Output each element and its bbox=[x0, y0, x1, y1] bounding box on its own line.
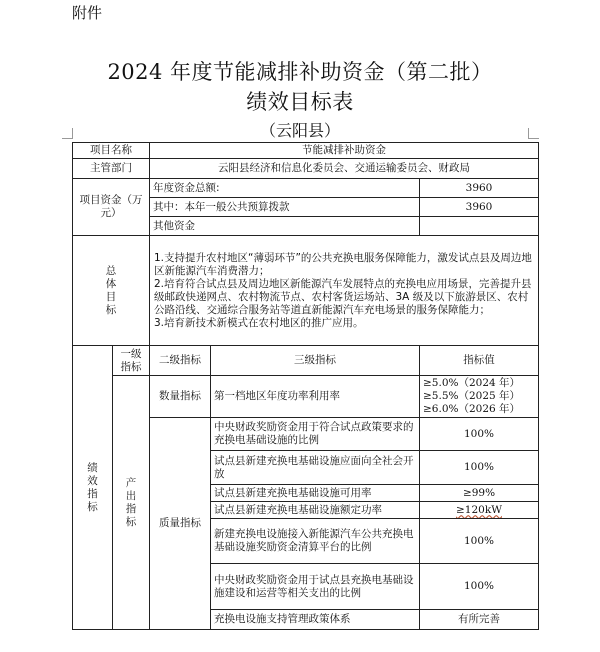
table-row bbox=[73, 159, 539, 179]
indicator-value: 100% bbox=[420, 519, 539, 564]
header-level3: 三级指标 bbox=[211, 346, 420, 376]
header-level2: 二级指标 bbox=[150, 346, 211, 376]
indicator-text: 试点县新建充换电基础设施额定功率 bbox=[211, 502, 420, 519]
indicator-value bbox=[420, 376, 539, 418]
goal-item: 1.支持提升农村地区“薄弱环节”的公共充换电服务保障能力，激发试点县及周边地区新能源汽车消费潜力； bbox=[154, 251, 532, 277]
vertical-char: 体 bbox=[105, 277, 117, 290]
document-title-line2: 绩效目标表 bbox=[246, 90, 354, 114]
vertical-char: 产 bbox=[125, 476, 137, 489]
quality-indicator-label: 质量指标 bbox=[150, 418, 211, 630]
indicator-text: 新建充换电设施接入新能源汽车公共充换电基础设施奖励资金清算平台的比例 bbox=[211, 519, 420, 564]
funds-central-value: 3960 bbox=[420, 198, 539, 217]
attachment-label: 附件 bbox=[72, 4, 103, 22]
vertical-char: 标 bbox=[105, 303, 117, 316]
vertical-char: 标 bbox=[125, 515, 137, 528]
performance-target-table bbox=[72, 142, 539, 630]
funds-other-value bbox=[420, 217, 539, 236]
funds-central-label: 其中：本年一般公共预算拨款 bbox=[150, 198, 420, 217]
performance-indicator-label bbox=[73, 346, 113, 630]
performance-indicator-label-text bbox=[76, 462, 109, 514]
page-corner-mark bbox=[62, 128, 73, 139]
indicator-value: 100% bbox=[420, 418, 539, 451]
indicator-value bbox=[420, 502, 539, 519]
table-row bbox=[73, 376, 539, 418]
header-level1: 一级指标 bbox=[113, 346, 150, 376]
indicator-value-line: ≥5.0%（2024 年） bbox=[423, 377, 521, 389]
funds-other-label: 其他资金 bbox=[150, 217, 420, 236]
department-value: 云阳县经济和信息化委员会、交通运输委员会、财政局 bbox=[150, 159, 539, 179]
vertical-char: 总 bbox=[105, 264, 117, 277]
vertical-char: 目 bbox=[105, 290, 117, 303]
vertical-char: 绩 bbox=[87, 461, 98, 474]
indicator-value: ≥99% bbox=[420, 485, 539, 502]
overall-goal-label bbox=[73, 236, 150, 346]
county-subtitle: （云阳县） bbox=[259, 121, 340, 140]
page-corner-mark bbox=[528, 128, 539, 139]
indicator-value: 有所完善 bbox=[420, 610, 539, 630]
indicator-text: 试点县新建充换电基础设施应面向全社会开放 bbox=[211, 451, 420, 485]
indicator-value-line: ≥6.0%（2026 年） bbox=[423, 403, 521, 415]
output-indicator-label-text bbox=[116, 477, 146, 529]
project-name-value: 节能减排补助资金 bbox=[150, 143, 539, 159]
indicator-text: 第一档地区年度功率利用率 bbox=[211, 376, 420, 418]
quantity-indicator-label: 数量指标 bbox=[150, 376, 211, 418]
overall-goal-content bbox=[150, 236, 539, 346]
overall-goal-label-text bbox=[76, 265, 146, 317]
indicator-value: 100% bbox=[420, 451, 539, 485]
funds-total-value: 3960 bbox=[420, 179, 539, 198]
department-label: 主管部门 bbox=[73, 159, 150, 179]
indicator-text: 中央财政奖励资金用于试点县充换电基础设施建设和运营等相关支出的比例 bbox=[211, 564, 420, 610]
funds-total-label: 年度资金总额: bbox=[150, 179, 420, 198]
goal-item: 3.培育新技术新模式在农村地区的推广应用。 bbox=[154, 316, 364, 329]
header-value: 指标值 bbox=[420, 346, 539, 376]
table-row bbox=[73, 236, 539, 346]
vertical-char: 标 bbox=[87, 500, 98, 513]
indicator-value-line: ≥5.5%（2025 年） bbox=[423, 390, 521, 402]
goal-item: 2.培育符合试点县及周边地区新能源汽车发展特点的充换电应用场景，完善提升县级邮政快递网点、农村物流节点、农村客货运场站、3A 级及以下旅游景区、农村公路沿线、交通综合服务站等道直新能源汽车充电场景的服务保障能力； bbox=[154, 277, 532, 316]
table-row bbox=[73, 346, 539, 376]
indicator-value-text: ≥120kW bbox=[456, 503, 502, 516]
table-row bbox=[73, 143, 539, 159]
output-indicator-label bbox=[113, 376, 150, 630]
vertical-char: 指 bbox=[87, 487, 98, 500]
vertical-char: 效 bbox=[87, 474, 98, 487]
project-name-label: 项目名称 bbox=[73, 143, 150, 159]
indicator-value: 100% bbox=[420, 564, 539, 610]
vertical-char: 指 bbox=[125, 502, 137, 515]
indicator-text: 中央财政奖励资金用于符合试点政策要求的充换电基础设施的比例 bbox=[211, 418, 420, 451]
vertical-char: 出 bbox=[125, 489, 137, 502]
funds-label: 项目资金（万元） bbox=[73, 179, 150, 236]
indicator-text: 试点县新建充换电基础设施可用率 bbox=[211, 485, 420, 502]
document-title: 2024 年度节能减排补助资金（第二批） bbox=[107, 60, 493, 84]
indicator-text: 充换电设施支持管理政策体系 bbox=[211, 610, 420, 630]
table-row bbox=[73, 179, 539, 198]
